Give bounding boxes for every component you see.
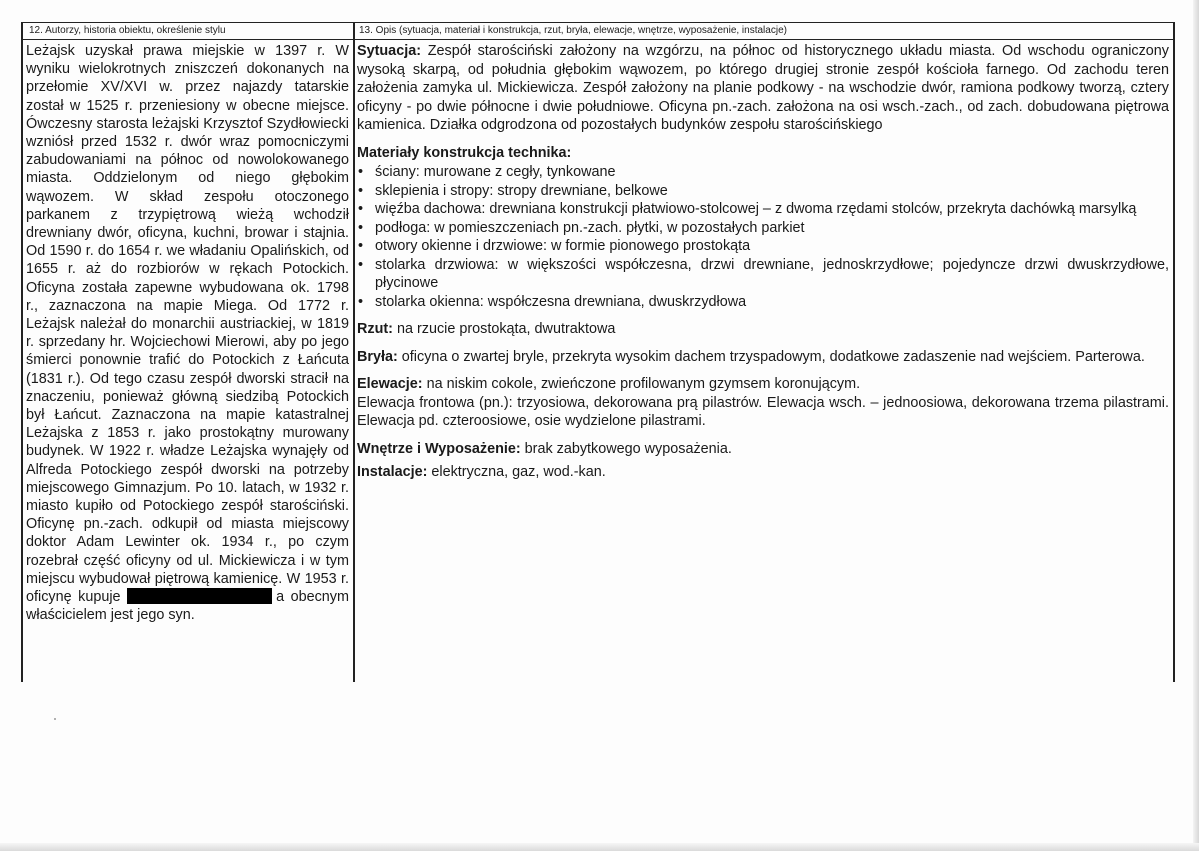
- situation-label: Sytuacja:: [357, 43, 421, 59]
- history-body: Leżajsk uzyskał prawa miejskie w 1397 r. W wyniku wielokrotnych zniszczeń dokonanych na przełomie XV/XVI w. przez najazdy tatarskie został w 1525 r. przeniesiony w obecne miejsce. Ówczesny starosta leżajski Krzysztof Szydłowiecki wzniósł przed 1532 r. dwór wraz pomocniczymi zabudowaniami na północ od nowolokowanego miasta. Oddzielonym od niego głębokim wąwozem. W skład zespołu otoczonego parkanem z trzypiętrową wieżą wchodził drewniany dwór, oficyna, kuchni, browar i stajnia. Od 1590 r. do 1654 r. we władaniu Opalińskich, od 1655 r. aż do rozbiorów w rękach Potockich. Oficyna została zapewne wybudowana ok. 1798 r., zaznaczona na mapie Miega. Od 1772 r. Leżajsk należał do monarchii austriackiej, w 1819 r. sprzedany hr. Wojciechowi Mierowi, aby po jego śmierci ponownie trafić do Potockich z Łańcuta (1831 r.). Od tego czasu zespół dworski stracił na znaczeniu, ponieważ główną siedzibą Potockich był Łańcut. Zaznaczona na mapie katastralnej Leżajska z 1853 r. jako prostokątny murowany budynek. W 1922 r. władze Leżajska wynajęły od Alfreda Potockiego zespół dworski na potrzeby miejscowego Gimnazjum. Po 10. latach, w 1932 r. miasto kupiło od Potockiego zespół starościński. Oficynę pn.-zach. odkupił od miasta miejscowy doktor Adam Lewinter ok. 1934 r., po czym rozebrał część oficyny od ul. Mickiewicza i w tym miejscu wybudował piętrową kamienicę. W 1953 r. oficynę kupuje: [26, 43, 349, 606]
- interior-text: brak zabytkowego wyposażenia.: [524, 440, 732, 457]
- elevations-label: Elewacje:: [357, 376, 423, 392]
- massing-label: Bryła:: [357, 348, 398, 365]
- list-item: • stolarka drzwiowa: w większości współczesna, drzwi drewniane, jednoskrzydłowe; pojedyncze drzwi dwuskrzydłowe, płycinowe: [357, 256, 1169, 293]
- elevations-text: na niskim cokole, zwieńczone profilowanym gzymsem koronującym.: [426, 376, 861, 392]
- description-text: [353, 40, 1173, 482]
- list-item: • otwory okienne i drzwiowe: w formie pionowego prostokąta: [357, 237, 1169, 256]
- list-item: • więźba dachowa: drewniana konstrukcji płatwiowo-stolcowej – z dwoma rzędami stolców, przekryta dachówką marsylką: [357, 200, 1169, 219]
- installations-section: [357, 463, 1169, 482]
- massing-text: oficyna o zwartej bryle, przekryta wysokim dachem trzyspadowym, dodatkowe zadaszenie nad wejściem. Parterowa.: [401, 348, 1145, 365]
- massing-section: [357, 348, 1169, 367]
- situation-text: Zespół starościński założony na wzgórzu, na północ od historycznego układu miasta. Od wschodu ograniczony wysoką skarpą, od południa głębokim wąwozem, po którego drugiej stronie zespół kościoła farnego. Od zachodu teren założenia zamyka ul. Mickiewicza. Zespół założony na planie podkowy - na wschodzie dwór, ramiona podkowy tworzą, cztery oficyny - po dwie północne i dwie południowe. Oficyna pn.-zach. założona na osi wsch.-zach., od zach. dobudowana piętrowa kamienica. Działka odgrodzona od pozostałych budynków zespołu starościńskiego: [357, 43, 1169, 133]
- installations-text: elektryczna, gaz, wod.-kan.: [431, 464, 606, 480]
- situation-section: [357, 42, 1169, 135]
- history-column: [21, 22, 355, 682]
- history-text: [23, 40, 353, 625]
- history-header: 12. Autorzy, historia obiektu, określenie stylu: [23, 22, 353, 40]
- plan-section: [357, 320, 1169, 339]
- redaction-box: [127, 588, 272, 604]
- scan-speck: [54, 718, 56, 720]
- materials-label: Materiały konstrukcja technika:: [357, 144, 572, 161]
- list-item: • podłoga: w pomieszczeniach pn.-zach. płytki, w pozostałych parkiet: [357, 219, 1169, 238]
- list-item: • stolarka okienna: współczesna drewniana, dwuskrzydłowa: [357, 293, 1169, 312]
- description-header: 13. Opis (sytuacja, materiał i konstrukcja, rzut, bryła, elewacje, wnętrze, wyposażenie, instalacje): [353, 22, 1173, 40]
- elevations-section: [357, 375, 1169, 394]
- description-column: [353, 22, 1175, 682]
- scan-edge-bottom: [0, 843, 1199, 851]
- installations-label: Instalacje:: [357, 464, 428, 480]
- elevations-details: Elewacja frontowa (pn.): trzyosiowa, dekorowana prą pilastrów. Elewacja wsch. – jednoosiowa, dekorowana trzema pilastrami. Elewacja pd. czteroosiowe, osie wydzielone pilastrami.: [357, 394, 1169, 429]
- plan-text: na rzucie prostokąta, dwutraktowa: [396, 321, 616, 337]
- plan-label: Rzut:: [357, 321, 393, 337]
- materials-list: [357, 163, 1169, 311]
- list-item: • ściany: murowane z cegły, tynkowane: [357, 163, 1169, 182]
- history-ending: a obecnym właścicielem jest jego syn.: [26, 589, 349, 624]
- interior-section: [357, 440, 1169, 459]
- scan-edge-right: [1193, 0, 1199, 851]
- interior-label: Wnętrze i Wyposażenie:: [357, 440, 521, 457]
- list-item: • sklepienia i stropy: stropy drewniane, belkowe: [357, 182, 1169, 201]
